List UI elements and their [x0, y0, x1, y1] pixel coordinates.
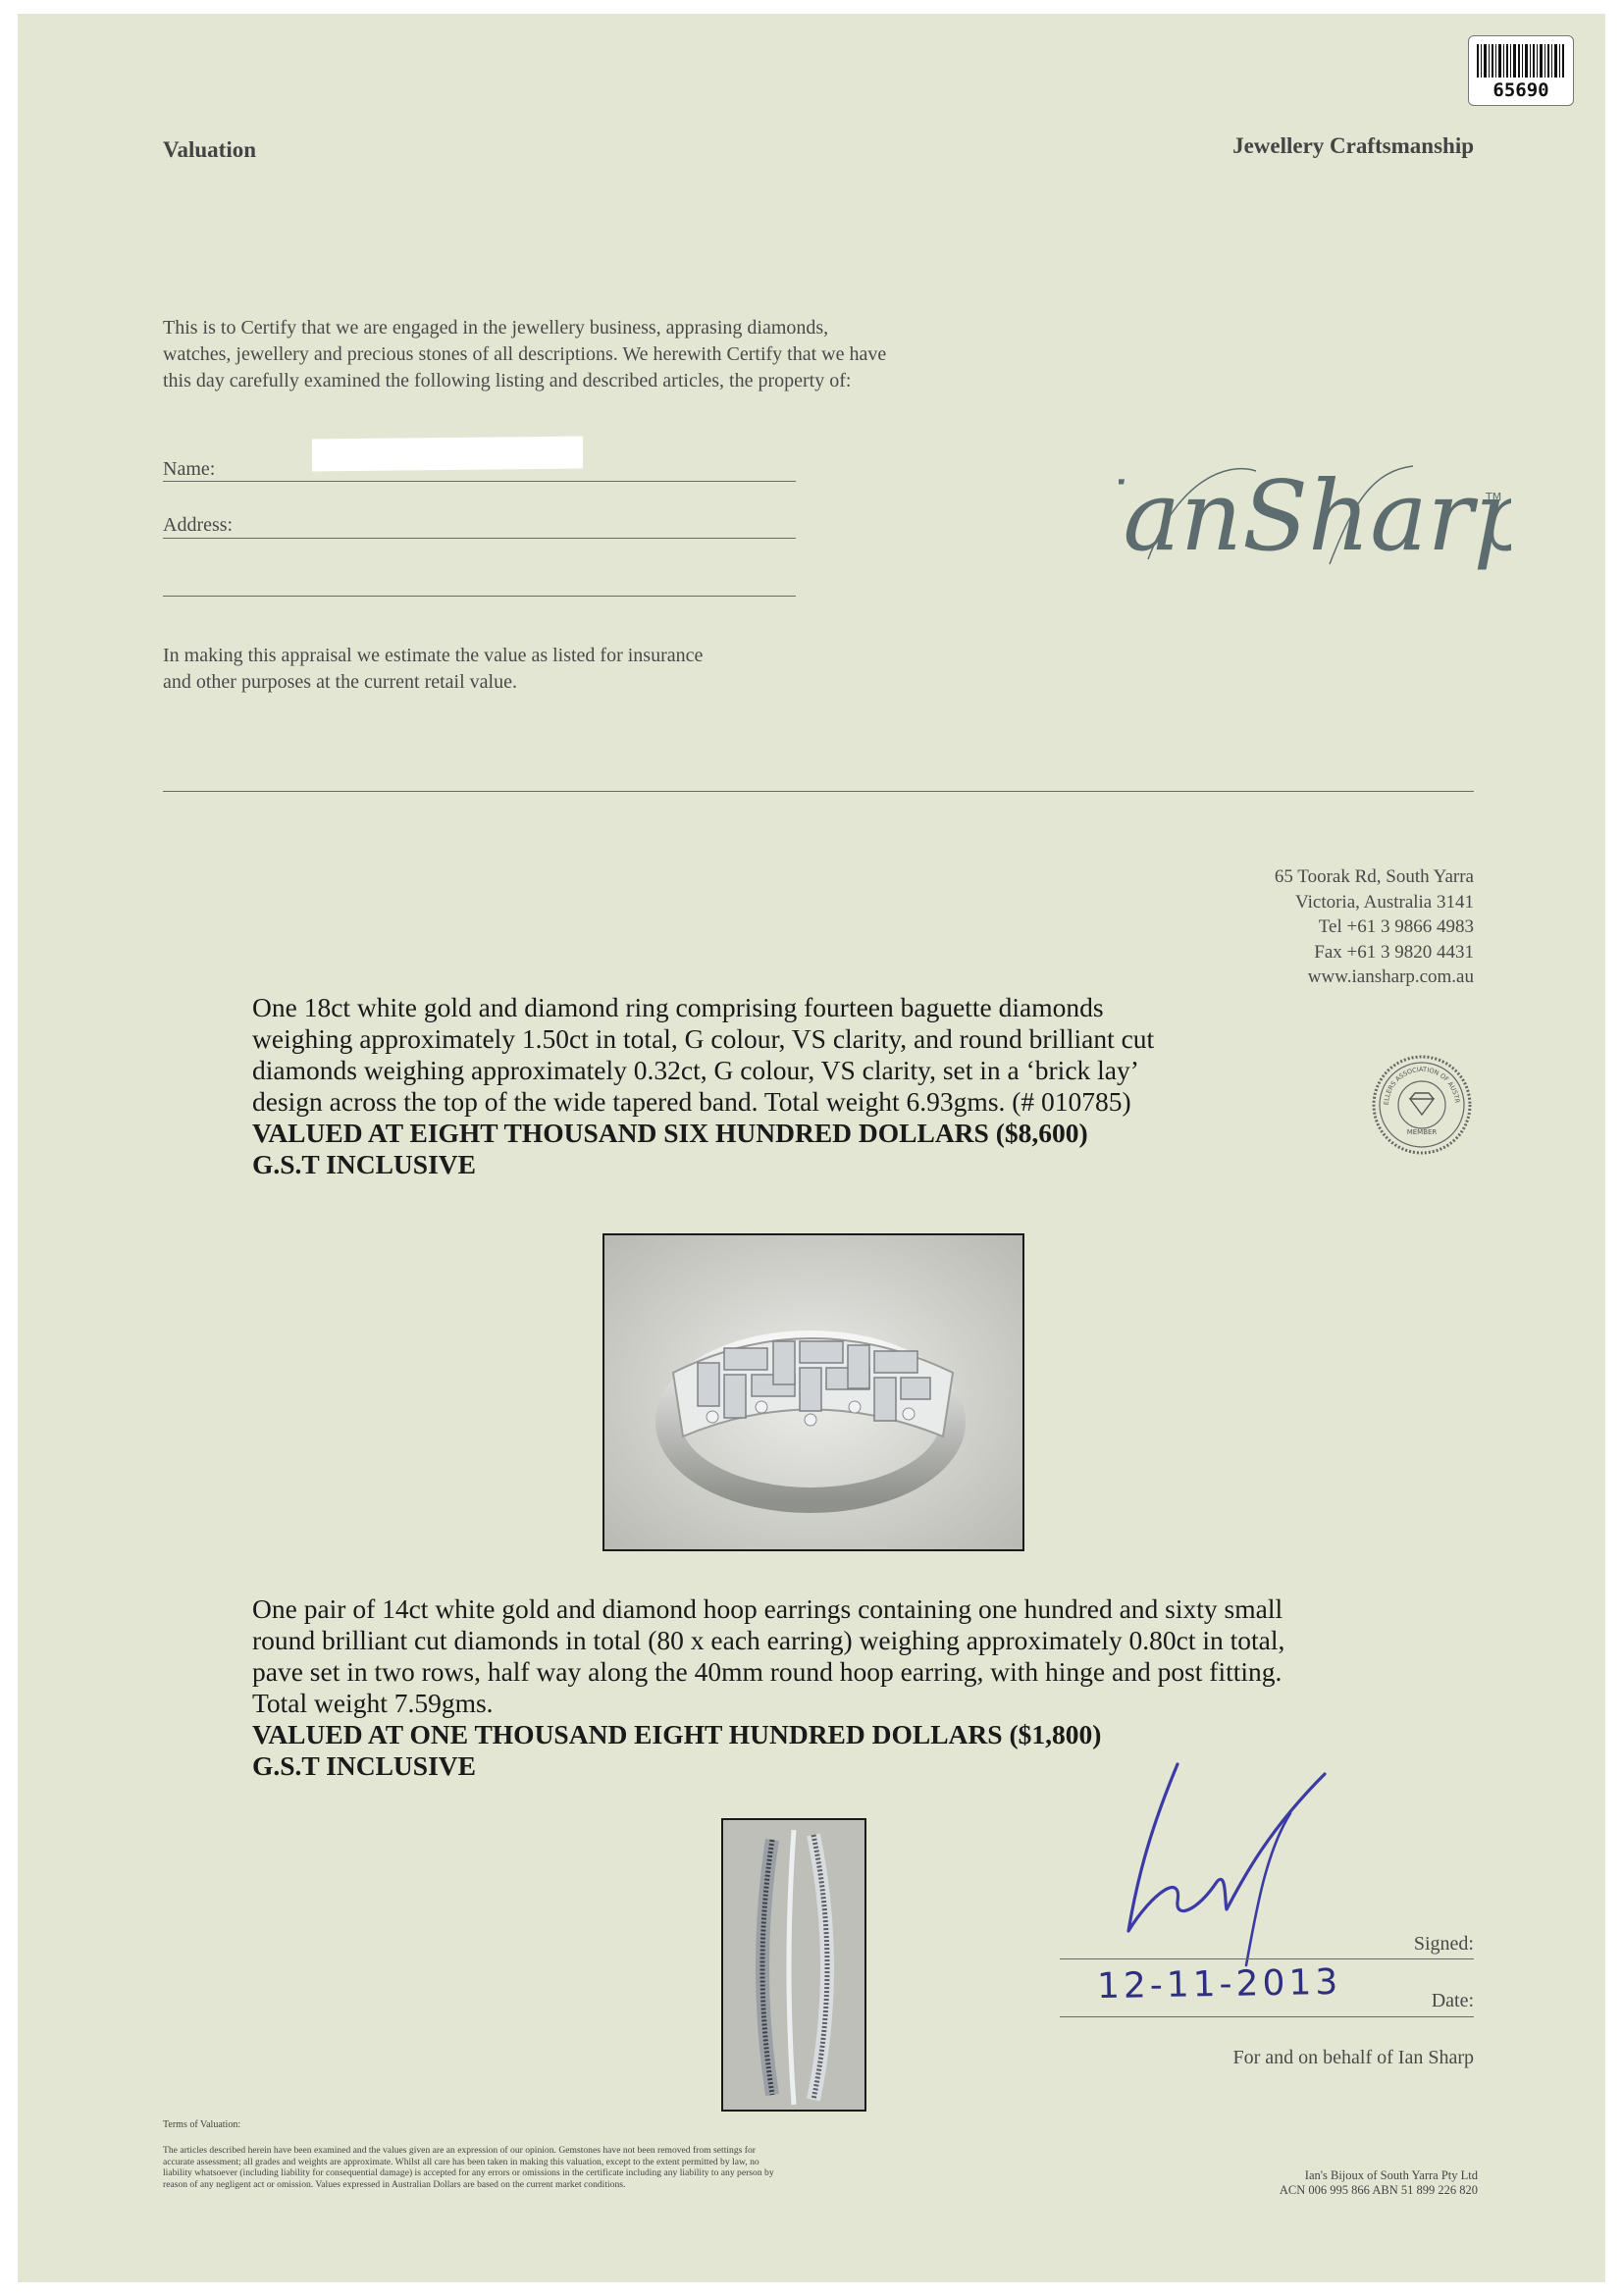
item-1-line: diamonds weighing approximately 0.32ct, G colour, VS clarity, set in a ‘brick lay’ [252, 1055, 1139, 1085]
contact-website: www.iansharp.com.au [1307, 966, 1474, 987]
contact-tel: Tel +61 3 9866 4983 [1318, 916, 1474, 937]
company-info [1138, 2168, 1478, 2198]
item-2-line: One pair of 14ct white gold and diamond hoop earrings containing one hundred and sixty small [252, 1593, 1283, 1624]
jaa-member-seal [1371, 1054, 1473, 1156]
name-redaction [312, 437, 583, 472]
address-line [163, 538, 796, 539]
contact-block [1079, 864, 1474, 990]
certify-line: watches, jewellery and precious stones of all descriptions. We herewith Certify that we have [163, 343, 887, 365]
contact-state: Victoria, Australia 3141 [1295, 891, 1474, 913]
company-acn: ACN 006 995 866 ABN 51 899 226 820 [1279, 2183, 1478, 2197]
item-2-value: VALUED AT ONE THOUSAND EIGHT HUNDRED DOLLARS ($1,800) [252, 1719, 1102, 1749]
date-handwritten: 12-11-2013 [1096, 1961, 1342, 2008]
terms-line: accurate assessment; all grades and weights are approximate. Whilst all care has been taken in making this valuation, except to the extent permitted by law, no [163, 2156, 759, 2167]
ring-image [604, 1235, 1022, 1549]
earrings-image [723, 1820, 864, 2110]
item-1-gst: G.S.T INCLUSIVE [252, 1149, 476, 1179]
item-1-value: VALUED AT EIGHT THOUSAND SIX HUNDRED DOLLARS ($8,600) [252, 1118, 1088, 1148]
logo-tm: TM [1486, 491, 1502, 503]
appraisal-line: and other purposes at the current retail value. [163, 671, 517, 693]
diamond-seal-icon [1371, 1054, 1473, 1156]
contact-fax: Fax +61 3 9820 4431 [1314, 941, 1474, 963]
barcode-number: 65690 [1492, 79, 1549, 101]
certify-line: This is to Certify that we are engaged in the jewellery business, apprasing diamonds, [163, 317, 829, 339]
date-label: Date: [1431, 1990, 1474, 2011]
signed-line [1060, 1958, 1474, 1959]
item-1-line: One 18ct white gold and diamond ring comprising fourteen baguette diamonds [252, 992, 1104, 1022]
item-1-line: weighing approximately 1.50ct in total, G colour, VS clarity, and round brilliant cut [252, 1023, 1155, 1054]
item-2-gst: G.S.T INCLUSIVE [252, 1750, 476, 1781]
item-2-line: Total weight 7.59gms. [252, 1688, 494, 1718]
section-divider [163, 791, 1474, 792]
appraisal-line: In making this appraisal we estimate the value as listed for insurance [163, 645, 704, 666]
name-label: Name: [163, 458, 216, 480]
name-line [163, 481, 796, 482]
terms-line: reason of any negligent act or omission. Values expressed in Australian Dollars are based on the current market conditions. [163, 2178, 626, 2190]
terms-title: Terms of Valuation: [163, 2119, 241, 2130]
address-label: Address: [163, 514, 234, 536]
earrings-photo [721, 1818, 866, 2112]
logo-wordmark: anShar [1123, 461, 1474, 573]
signed-label: Signed: [1413, 1933, 1474, 1955]
header-craftsmanship: Jewellery Craftsmanship [1232, 133, 1474, 158]
contact-street: 65 Toorak Rd, South Yarra [1274, 866, 1474, 887]
certify-line: this day carefully examined the following listing and described articles, the property of: [163, 370, 852, 391]
behalf-text: For and on behalf of Ian Sharp [1232, 2047, 1474, 2068]
address-line-2 [163, 596, 796, 597]
seal-member: MEMBER [1406, 1128, 1438, 1136]
terms-line: liability whatsoever (including liability for consequential damage) is accepted for any errors or omissions in the certificate including any liability to any person by [163, 2167, 774, 2178]
terms-of-valuation [163, 2145, 1026, 2190]
item-1-line: design across the top of the wide tapered band. Total weight 6.93gms. (# 010785) [252, 1086, 1131, 1117]
barcode-sticker [1468, 35, 1574, 106]
item-2-line: pave set in two rows, half way along the 40mm round hoop earring, with hinge and post fitting. [252, 1656, 1283, 1687]
item-1-description [252, 992, 1341, 1180]
certify-statement [163, 315, 1046, 394]
item-2-line: round brilliant cut diamonds in total (80 x each earring) weighing approximately 0.80ct in total, [252, 1625, 1285, 1655]
header-valuation: Valuation [163, 137, 257, 162]
terms-line: The articles described herein have been examined and the values given are an expression of our opinion. Gemstones have not been removed from settings for [163, 2145, 756, 2156]
date-line [1060, 2016, 1474, 2017]
company-name: Ian's Bijoux of South Yarra Pty Ltd [1304, 2168, 1478, 2182]
appraisal-statement [163, 643, 948, 696]
ian-sharp-logo [1119, 442, 1511, 599]
ian-sharp-logo-mark [1119, 442, 1511, 599]
ring-photo [602, 1233, 1024, 1551]
barcode-icon [1477, 44, 1565, 78]
seal-text: ELLERS ASSOCIATION OF AUSTR [1382, 1065, 1461, 1106]
svg-text:JEWELLERS ASSOCIATION OF AUSTR [1371, 1054, 1461, 1105]
